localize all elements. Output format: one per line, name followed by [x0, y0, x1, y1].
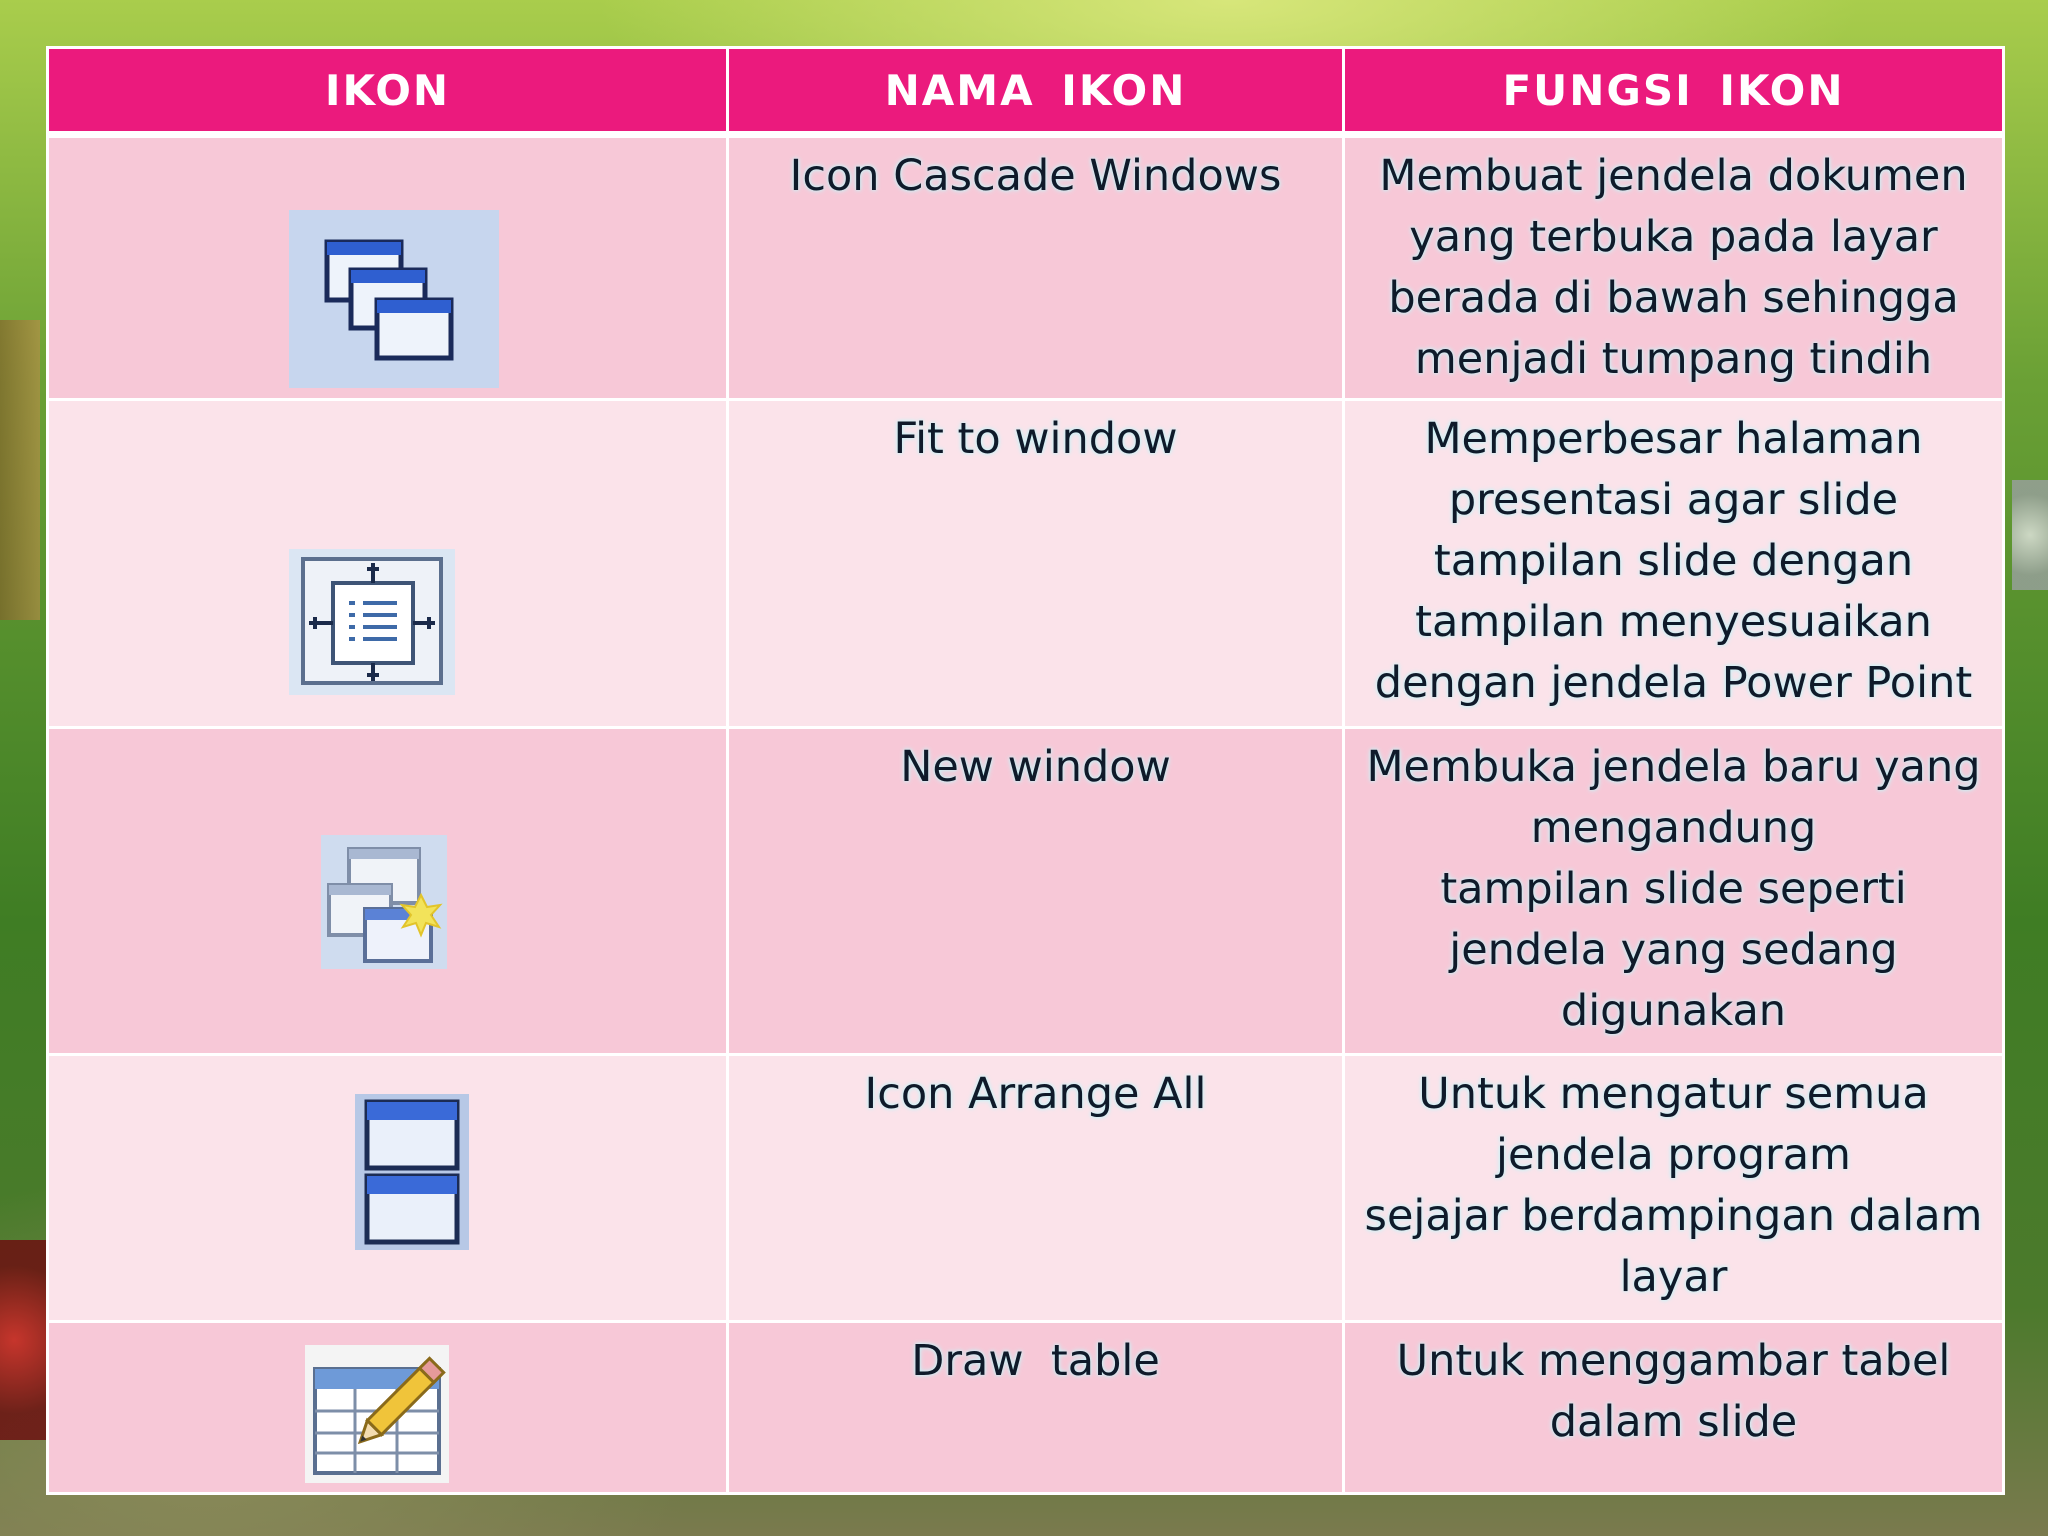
icon-function: Untuk menggambar tabel dalam slide [1396, 1336, 1951, 1447]
header-icon-column: IKON [48, 48, 728, 135]
table-row-new-window [48, 728, 2004, 1055]
icon-name-cell [728, 135, 1344, 400]
icon-table-container [46, 46, 2002, 1490]
icon-name: Fit to window [893, 414, 1178, 464]
table-row-arrange-all [48, 1055, 2004, 1322]
icon-name-cell [728, 1055, 1344, 1322]
icon-function-cell [1344, 1322, 2004, 1494]
header-function-column: FUNGSI IKON [1344, 48, 2004, 135]
icon-cell [48, 400, 728, 728]
arrange-all-icon [355, 1094, 469, 1250]
fit-to-window-icon [289, 549, 455, 695]
icon-cell [48, 1055, 728, 1322]
table-row-draw-table [48, 1322, 2004, 1494]
background-decoration-ball [0, 1240, 48, 1440]
icon-function-cell [1344, 400, 2004, 728]
icon-function: Membuka jendela baru yang mengandung tampilan slide seperti jendela yang sedang digunakan [1366, 742, 1981, 1036]
icon-cell [48, 135, 728, 400]
icon-name: Draw table [911, 1336, 1160, 1386]
icon-function-cell [1344, 135, 2004, 400]
table-row-cascade [48, 135, 2004, 400]
icon-function: Membuat jendela dokumen yang terbuka pada layar berada di bawah sehingga menjadi tumpang tindih [1379, 151, 1968, 384]
new-window-icon [321, 835, 447, 969]
background-decoration-left [0, 320, 40, 620]
icon-name: Icon Arrange All [864, 1069, 1207, 1119]
icon-function-cell [1344, 1055, 2004, 1322]
icon-cell [48, 1322, 728, 1494]
icon-name-cell [728, 400, 1344, 728]
icon-function-cell [1344, 728, 2004, 1055]
icon-name-cell [728, 1322, 1344, 1494]
cascade-windows-icon [289, 210, 499, 388]
table-row-fit-to-window [48, 400, 2004, 728]
header-name-column: NAMA IKON [728, 48, 1344, 135]
icon-function: Memperbesar halaman presentasi agar slide tampilan slide dengan tampilan menyesuaikan dengan jendela Power Point [1374, 414, 1973, 708]
table-header [48, 48, 2004, 135]
draw-table-icon [305, 1345, 449, 1483]
icon-function: Untuk mengatur semua jendela program sejajar berdampingan dalam layar [1364, 1069, 1983, 1302]
background-decoration-right [2012, 480, 2048, 590]
header-row [48, 48, 2004, 135]
icon-table [46, 46, 2005, 1495]
icon-cell [48, 728, 728, 1055]
icon-name: Icon Cascade Windows [789, 151, 1282, 201]
icon-name-cell [728, 728, 1344, 1055]
icon-name: New window [900, 742, 1171, 792]
